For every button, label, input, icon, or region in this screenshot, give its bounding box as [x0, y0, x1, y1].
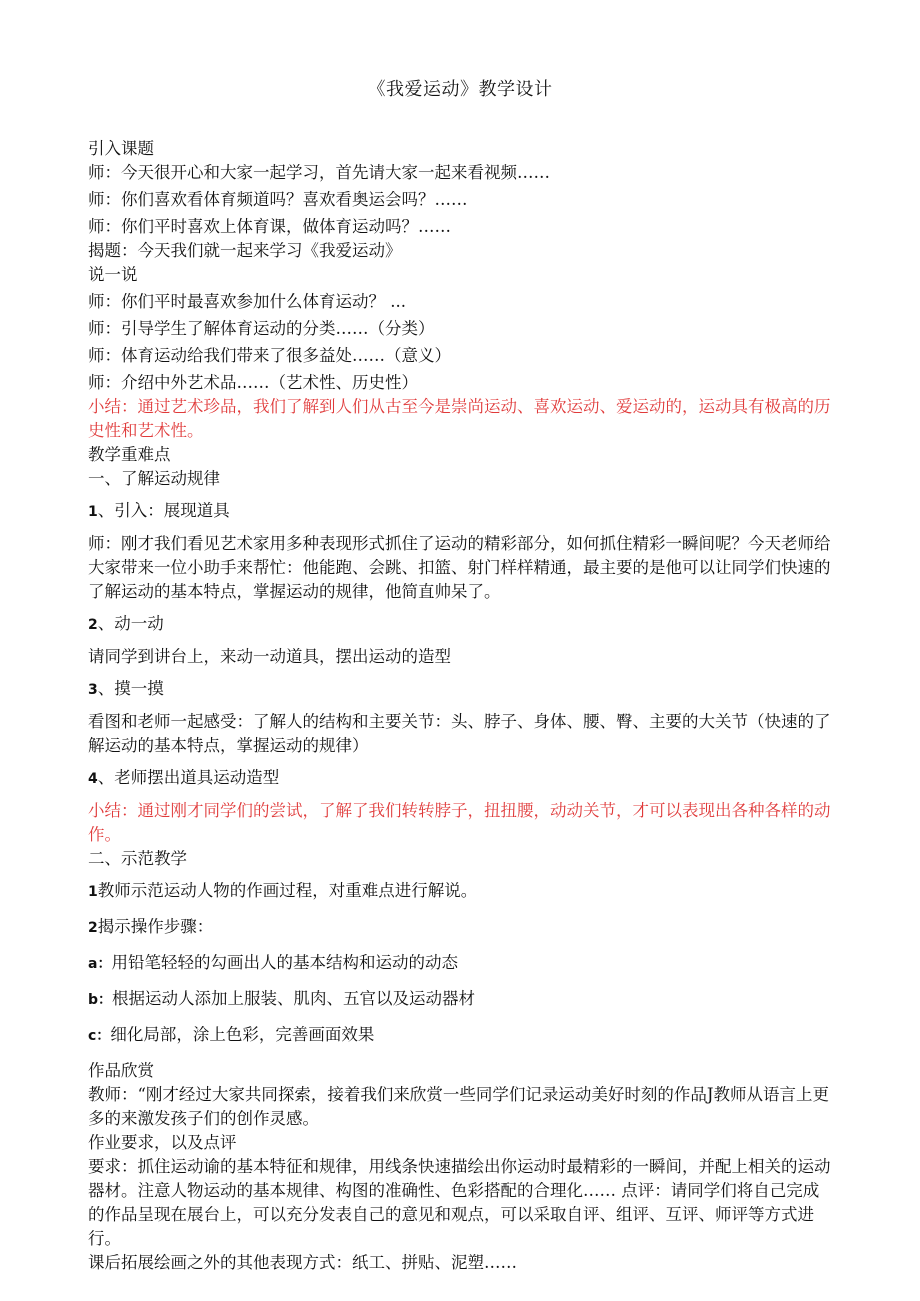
section-heading-intro: 引入课题 [88, 139, 154, 158]
step-c [88, 1023, 833, 1048]
step-a-label: a： [88, 956, 112, 972]
step4-label: 、老师摆出道具运动造型 [97, 768, 280, 787]
step2-label: 、动一动 [97, 614, 164, 633]
step-c-label: c： [88, 1028, 111, 1044]
demo-item-2-text: 揭示操作步骤： [97, 917, 214, 936]
step1-text: 师：刚才我们看见艺术家用多种表现形式抓住了运动的精彩部分，如何抓住精彩一瞬间呢？今天老师给大家带来一位小助手来帮忙：他能跑、会跳、扣篮、射门样样精通，最主要的是他可以让同学们快速的了解运动的基本特点，掌握运动的规律，他简直帅呆了。 [88, 534, 831, 601]
intro-line-3: 师：你们平时喜欢上体育课，做体育运动吗？…… [88, 217, 451, 236]
part1-heading: 一、了解运动规律 [88, 469, 220, 488]
step1-heading [88, 499, 833, 524]
step-a [88, 951, 833, 976]
extension-line: 课后拓展绘画之外的其他表现方式：纸工、拼贴、泥塑…… [88, 1253, 517, 1272]
talk-summary: 小结：通过艺术珍品，我们了解到人们从古至今是崇尚运动、喜欢运动、爱运动的，运动具有极高的历史性和艺术性。 [88, 397, 831, 440]
step-b [88, 987, 833, 1012]
section-heading-key: 教学重难点 [88, 445, 171, 464]
talk-line-3: 师：体育运动给我们带来了很多益处……（意义） [88, 346, 451, 365]
step4-heading [88, 766, 833, 791]
talk-line-2: 师：引导学生了解体育运动的分类……（分类） [88, 319, 435, 338]
intro-line-4: 揭题：今天我们就一起来学习《我爱运动》 [88, 241, 402, 260]
document-title: 《我爱运动》教学设计 [367, 79, 553, 100]
step2-heading [88, 612, 833, 637]
step3-number: 3 [88, 682, 98, 698]
demo-item-2 [88, 915, 833, 940]
demo-item-1 [88, 879, 833, 904]
step1-number: 1 [88, 504, 98, 520]
step3-heading [88, 677, 833, 702]
demo-item-2-number: 2 [88, 920, 98, 936]
talk-line-4: 师：介绍中外艺术品……（艺术性、历史性） [88, 373, 418, 392]
talk-line-1: 师：你们平时最喜欢参加什么体育运动？ ... [88, 292, 406, 311]
step4-number: 4 [88, 771, 98, 787]
step3-text: 看图和老师一起感受：了解人的结构和主要关节：头、脖子、身体、腰、臀、主要的大关节（快速的了解运动的基本特点，掌握运动的规律） [88, 712, 831, 755]
step2-number: 2 [88, 617, 98, 633]
step-a-text: 用铅笔轻轻的勾画出人的基本结构和运动的动态 [111, 953, 458, 972]
part1-summary: 小结：通过刚才同学们的尝试，了解了我们转转脖子，扭扭腰，动动关节，才可以表现出各种各样的动作。 [88, 801, 831, 844]
step-b-text: 根据运动人添加上服装、肌肉、五官以及运动器材 [112, 989, 476, 1008]
part2-heading: 二、示范教学 [88, 849, 187, 868]
step-c-text: 细化局部，涂上色彩，完善画面效果 [110, 1025, 375, 1044]
step2-text: 请同学到讲台上，来动一动道具，摆出运动的造型 [88, 647, 451, 666]
section-heading-talk: 说一说 [88, 265, 138, 284]
intro-line-1: 师：今天很开心和大家一起学习，首先请大家一起来看视频…… [88, 163, 550, 182]
section-heading-appreciate: 作品欣赏 [88, 1061, 154, 1080]
appreciate-text: 教师：“刚才经过大家共同探索，接着我们来欣赏一些同学们记录运动美好时刻的作品J教师从语言上更多的来激发孩子们的创作灵感。 [88, 1085, 830, 1128]
section-heading-homework: 作业要求，以及点评 [88, 1133, 237, 1152]
step1-label: 、引入：展现道具 [97, 501, 230, 520]
intro-line-2: 师：你们喜欢看体育频道吗？喜欢看奥运会吗？…… [88, 190, 468, 209]
document-body [88, 137, 833, 1275]
step-b-label: b： [88, 992, 113, 1008]
homework-text: 要求：抓住运动谕的基本特征和规律，用线条快速描绘出你运动时最精彩的一瞬间，并配上相关的运动器材。注意人物运动的基本规律、构图的准确性、色彩搭配的合理化…… 点评：请同学们将自己完成的作品呈现在展台上，可以充分发表自己的意见和观点，可以采取自评、组评、互评、师评等方式进行。 [88, 1157, 831, 1248]
demo-item-1-number: 1 [88, 884, 98, 900]
step3-label: 、摸一摸 [97, 679, 164, 698]
demo-item-1-text: 教师示范运动人物的作画过程，对重难点进行解说。 [97, 881, 478, 900]
